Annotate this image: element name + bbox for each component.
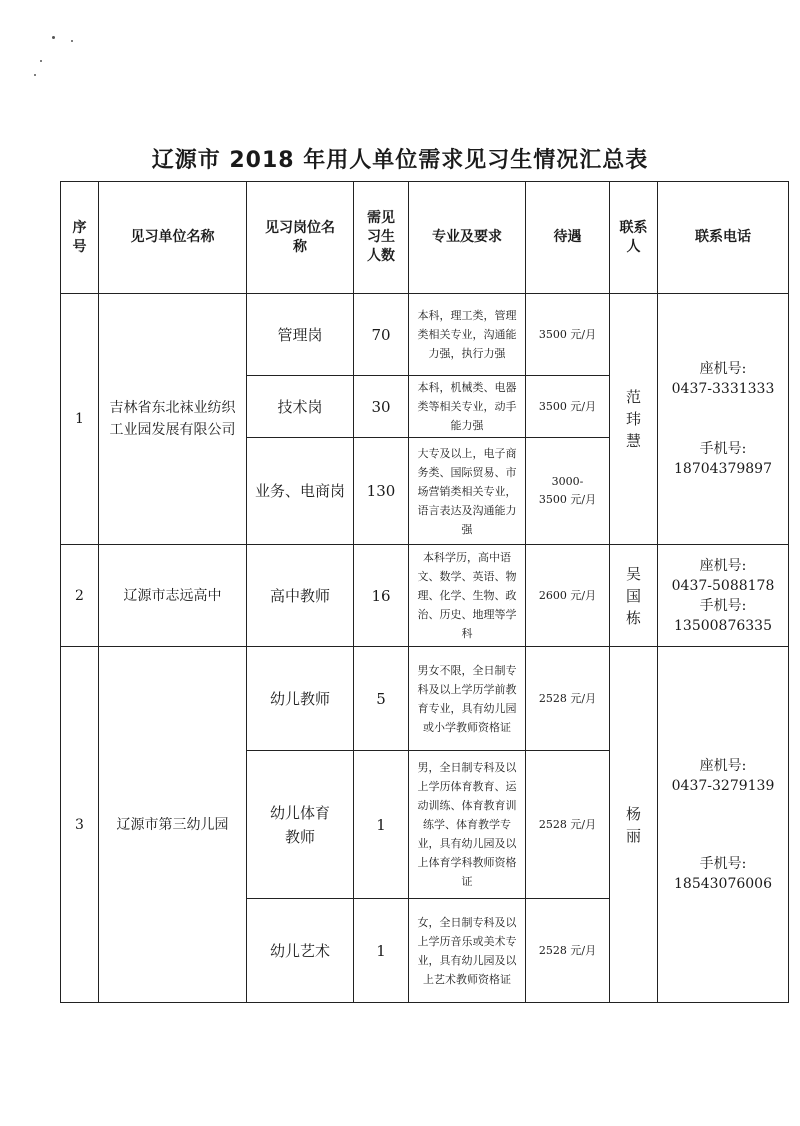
mobile-number: 18543076006 [674, 875, 772, 892]
post-count: 5 [354, 647, 409, 751]
post-requirements: 男女不限，全日制专科及以上学历学前教育专业，具有幼儿园或小学教师资格证 [409, 647, 526, 751]
unit-name: 辽源市志远高中 [99, 545, 247, 647]
header-post: 见习岗位名称 [247, 182, 354, 294]
header-row [61, 182, 789, 294]
contact-person: 范玮慧 [610, 294, 658, 545]
unit-name: 吉林省东北袜业纺织工业园发展有限公司 [99, 294, 247, 545]
post-name: 幼儿教师 [247, 647, 354, 751]
landline-label: 座机号: [699, 361, 747, 377]
post-name: 幼儿艺术 [247, 899, 354, 1003]
header-count: 需见习生人数 [354, 182, 409, 294]
scan-speck [52, 36, 55, 39]
landline-label: 座机号: [699, 757, 747, 774]
header-seq: 序号 [61, 182, 99, 294]
post-requirements: 男，全日制专科及以上学历体育教育、运动训练、体育教育训练学、体育教学专业，具有幼儿园及以上体育学科教师资格证 [409, 751, 526, 899]
post-requirements: 本科，机械类、电器类等相关专业，动手能力强 [409, 376, 526, 438]
post-pay: 2600 元/月 [526, 545, 610, 647]
header-contact: 联系人 [610, 182, 658, 294]
unit-seq: 3 [61, 647, 99, 1003]
mobile-label: 手机号: [699, 855, 747, 872]
post-count: 30 [354, 376, 409, 438]
contact-phone [658, 294, 789, 545]
post-requirements: 本科学历，高中语文、数学、英语、物理、化学、生物、政治、历史、地理等学科 [409, 545, 526, 647]
unit-seq: 2 [61, 545, 99, 647]
scan-speck [71, 40, 73, 42]
post-pay: 3500 元/月 [526, 294, 610, 376]
page-title: 辽源市 2018 年用人单位需求见习生情况汇总表 [151, 148, 649, 173]
unit-name: 辽源市第三幼儿园 [99, 647, 247, 1003]
post-count: 70 [354, 294, 409, 376]
table-row [61, 545, 789, 647]
post-requirements: 本科，理工类，管理类相关专业，沟通能力强，执行力强 [409, 294, 526, 376]
unit-seq: 1 [61, 294, 99, 545]
contact-person: 杨丽 [610, 647, 658, 1003]
landline-number: 0437-3331333 [671, 381, 775, 397]
scan-speck [34, 74, 36, 76]
mobile-label: 手机号: [699, 597, 747, 614]
landline-label: 座机号: [699, 557, 747, 574]
header-unit: 见习单位名称 [99, 182, 247, 294]
table-row [61, 294, 789, 376]
header-pay: 待遇 [526, 182, 610, 294]
table-row [61, 647, 789, 751]
post-pay: 3500 元/月 [526, 376, 610, 438]
mobile-number: 13500876335 [674, 617, 772, 634]
post-count: 130 [354, 438, 409, 545]
post-name: 业务、电商岗 [247, 438, 354, 545]
summary-table [60, 181, 789, 1003]
contact-person: 吴国栋 [610, 545, 658, 647]
contact-phone [658, 647, 789, 1003]
post-requirements: 大专及以上，电子商务类、国际贸易、市场营销类相关专业，语言表达及沟通能力强 [409, 438, 526, 545]
post-name: 幼儿体育教师 [247, 751, 354, 899]
mobile-number: 18704379897 [674, 461, 772, 477]
scan-speck [40, 60, 42, 62]
post-name: 高中教师 [247, 545, 354, 647]
post-pay: 2528 元/月 [526, 647, 610, 751]
post-count: 1 [354, 899, 409, 1003]
landline-number: 0437-3279139 [671, 777, 775, 794]
post-name: 管理岗 [247, 294, 354, 376]
landline-number: 0437-5088178 [671, 577, 775, 594]
header-requirements: 专业及要求 [409, 182, 526, 294]
header-phone: 联系电话 [658, 182, 789, 294]
mobile-label: 手机号: [699, 441, 747, 457]
post-pay: 2528 元/月 [526, 899, 610, 1003]
post-pay: 2528 元/月 [526, 751, 610, 899]
post-count: 1 [354, 751, 409, 899]
post-name: 技术岗 [247, 376, 354, 438]
post-requirements: 女，全日制专科及以上学历音乐或美术专业，具有幼儿园及以上艺术教师资格证 [409, 899, 526, 1003]
contact-phone [658, 545, 789, 647]
post-pay: 3000-3500 元/月 [526, 438, 610, 545]
post-count: 16 [354, 545, 409, 647]
